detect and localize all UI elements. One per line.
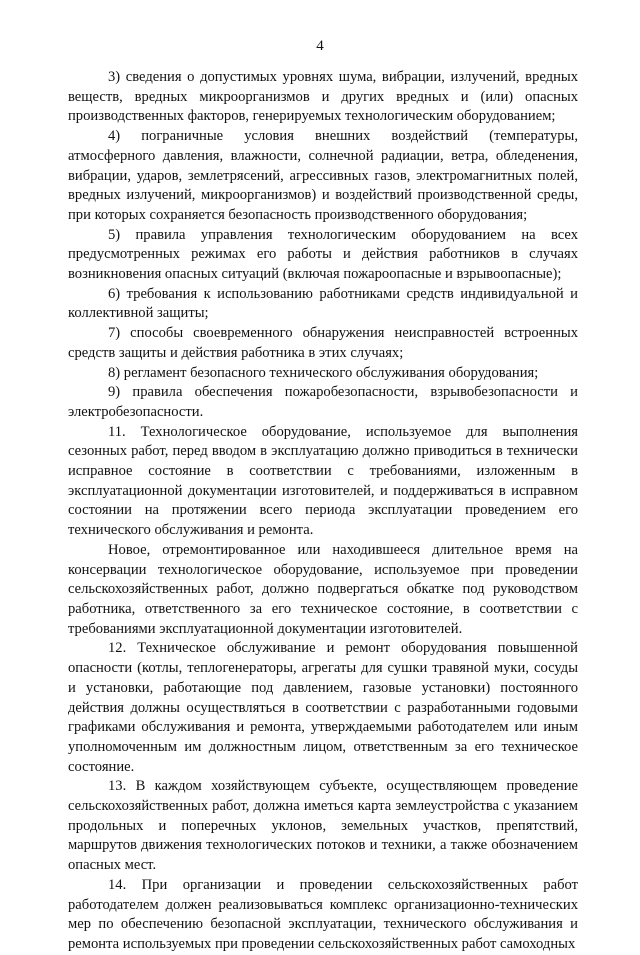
paragraph-section-11: 11. Технологическое оборудование, используемое для выполнения сезонных работ, перед вводом в эксплуатацию должно приводиться в технически исправное состояние в соответствии с требованиями, изложенным в эксплуатационной документации изготовителей, и поддерживаться в исправном состоянии на протяжении всего периода эксплуатации проведением его технического обслуживания и ремонта.: [68, 423, 578, 539]
paragraph-item-3: 3) сведения о допустимых уровнях шума, вибрации, излучений, вредных веществ, вредных микроорганизмов и других вредных и (или) опасных производственных факторов, генерируемых технологическим оборудованием;: [68, 69, 578, 125]
paragraph-item-6: 6) требования к использованию работниками средств индивидуальной и коллективной защиты;: [68, 285, 578, 322]
paragraph-item-7: 7) способы своевременного обнаружения неисправностей встроенных средств защиты и действия работника в этих случаях;: [68, 325, 578, 361]
paragraph-section-14: 14. При организации и проведении сельскохозяйственных работ работодателем должен реализовываться комплекс организационно-технических мер по обеспечению безопасной эксплуатации, технического обслуживания и ремонта используемых при проведении сельскохозяйственных работ самоходных: [68, 876, 578, 952]
paragraph-item-4: 4) пограничные условия внешних воздействий (температуры, атмосферного давления, влажности, солнечной радиации, ветра, обледенения, вибрации, ударов, землетрясений, агрессивных газов, электромагнитных полей, вредных излучений, микроорганизмов) и воздействий производственной среды, при которых сохраняется безопасность производственного оборудования;: [68, 128, 578, 223]
document-body: [68, 68, 578, 955]
paragraph-section-12: 12. Техническое обслуживание и ремонт оборудования повышенной опасности (котлы, теплогенераторы, агрегаты для сушки травяной муки, сосуды и установки, работающие под давлением, газовые установки) постоянного действия должны осуществляться в соответствии с разработанными годовыми графиками обслуживания и ремонта, утверждаемыми работодателем или иным уполномоченным им должностным лицом, ответственным за его техническое состояние.: [68, 640, 578, 775]
paragraph-section-11-continued: Новое, отремонтированное или находившееся длительное время на консервации технологическое оборудование, используемое при проведении сельскохозяйственных работ, должно подвергаться обкатке под руководством работника, ответственного за его техническое состояние, в соответствии с требованиями эксплуатационной документации изготовителей.: [68, 541, 578, 637]
paragraph-item-5: 5) правила управления технологическим оборудованием на всех предусмотренных режимах его работы и действия работников в случаях возникновения опасных ситуаций (включая пожароопасные и взрывоопасные);: [68, 226, 578, 283]
page-number: 4: [316, 38, 324, 54]
paragraph-item-9: 9) правила обеспечения пожаробезопасности, взрывобезопасности и электробезопасности.: [68, 384, 578, 420]
paragraph-section-13: 13. В каждом хозяйствующем субъекте, осуществляющем проведение сельскохозяйственных работ, должна иметься карта землеустройства с указанием продольных и поперечных уклонов, земельных участков, препятствий, маршрутов движения технологических потоков и техники, а также обозначением опасных мест.: [68, 778, 578, 874]
paragraph-item-8: 8) регламент безопасного технического обслуживания оборудования;: [108, 364, 539, 381]
